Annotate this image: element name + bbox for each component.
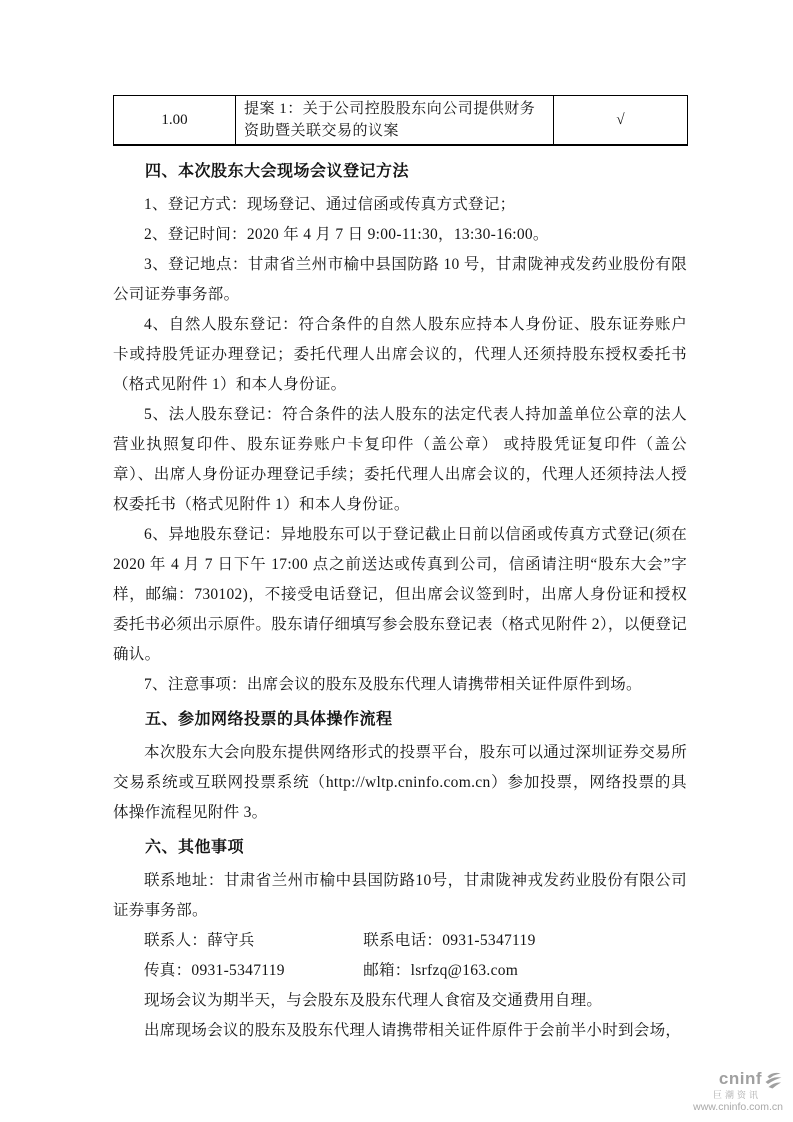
proposal-code-cell: 1.00 <box>114 96 236 146</box>
cninfo-url: www.cninfo.com.cn <box>693 1101 783 1114</box>
natural-person-registration-paragraph: 4、自然人股东登记：符合条件的自然人股东应持本人身份证、股东证券账户卡或持股凭证办理登记；委托代理人出席会议的，代理人还须持股东授权委托书（格式见附件 1）和本人身份证。 <box>113 316 687 393</box>
remote-shareholder-registration-paragraph: 6、异地股东登记：异地股东可以于登记截止日前以信函或传真方式登记(须在 2020 年 4 月 7 日下午 17:00 点之前送达或传真到公司，信函请注明“股东大会”字样，邮编：730102)，不接受电话登记，但出席会议签到时，出席人身份证和授权委托书必须出示原件。股东请仔细填写参会股东登记表（格式见附件 2），以便登记确认。 <box>113 526 687 663</box>
contact-row-2 <box>113 956 687 986</box>
cninfo-logo-row <box>693 1070 783 1090</box>
registration-time-paragraph: 2、登记时间：2020 年 4 月 7 日 9:00-11:30，13:30-16:00。 <box>144 226 549 243</box>
proposal-vote-table <box>113 95 688 146</box>
contact-phone: 联系电话：0931-5347119 <box>363 932 536 949</box>
section4-heading: 四、本次股东大会现场会议登记方法 <box>145 163 410 180</box>
cninfo-swirl-icon <box>763 1070 783 1090</box>
proposal-vote-checkmark: √ <box>554 96 688 146</box>
cninfo-logo-text: cninf <box>718 1069 762 1089</box>
contact-address-paragraph: 联系地址：甘肃省兰州市榆中县国防路10号，甘肃陇神戎发药业股份有限公司证券事务部。 <box>113 872 687 919</box>
contact-email: 邮箱：lsrfzq@163.com <box>363 962 519 979</box>
contact-person: 联系人：薛守兵 <box>144 932 255 949</box>
online-voting-paragraph: 本次股东大会向股东提供网络形式的投票平台，股东可以通过深圳证券交易所交易系统或互联网投票系统（http://wltp.cninfo.com.cn）参加投票，网络投票的具体操作流程见附件 3。 <box>113 744 687 821</box>
section6-heading: 六、其他事项 <box>145 839 245 856</box>
registration-place-paragraph: 3、登记地点：甘肃省兰州市榆中县国防路 10 号，甘肃陇神戎发药业股份有限公司证券事务部。 <box>113 256 687 303</box>
proposal-title-cell: 提案 1：关于公司控股股东向公司提供财务资助暨关联交易的议案 <box>236 96 554 146</box>
cninfo-watermark <box>693 1070 783 1114</box>
section5-heading: 五、参加网络投票的具体操作流程 <box>145 711 393 728</box>
notes-paragraph: 7、注意事项：出席会议的股东及股东代理人请携带相关证件原件到场。 <box>144 676 642 693</box>
cninfo-chinese-name: 巨潮资讯 <box>712 1089 761 1100</box>
table-row <box>114 96 688 146</box>
registration-method-paragraph: 1、登记方式：现场登记、通过信函或传真方式登记； <box>144 196 516 213</box>
arrival-note-paragraph: 出席现场会议的股东及股东代理人请携带相关证件原件于会前半小时到会场， <box>144 1022 682 1039</box>
meeting-duration-paragraph: 现场会议为期半天，与会股东及股东代理人食宿及交通费用自理。 <box>144 992 603 1009</box>
contact-row-1 <box>113 926 687 956</box>
contact-fax: 传真：0931-5347119 <box>144 962 285 979</box>
legal-person-registration-paragraph: 5、法人股东登记：符合条件的法人股东的法定代表人持加盖单位公章的法人营业执照复印件、股东证券账户卡复印件（盖公章） 或持股凭证复印件（盖公章）、出席人身份证办理登记手续；委托代理人出席会议的，代理人还须持法人授权委托书（格式见附件 1）和本人身份证。 <box>113 406 687 513</box>
document-content <box>113 95 687 1046</box>
